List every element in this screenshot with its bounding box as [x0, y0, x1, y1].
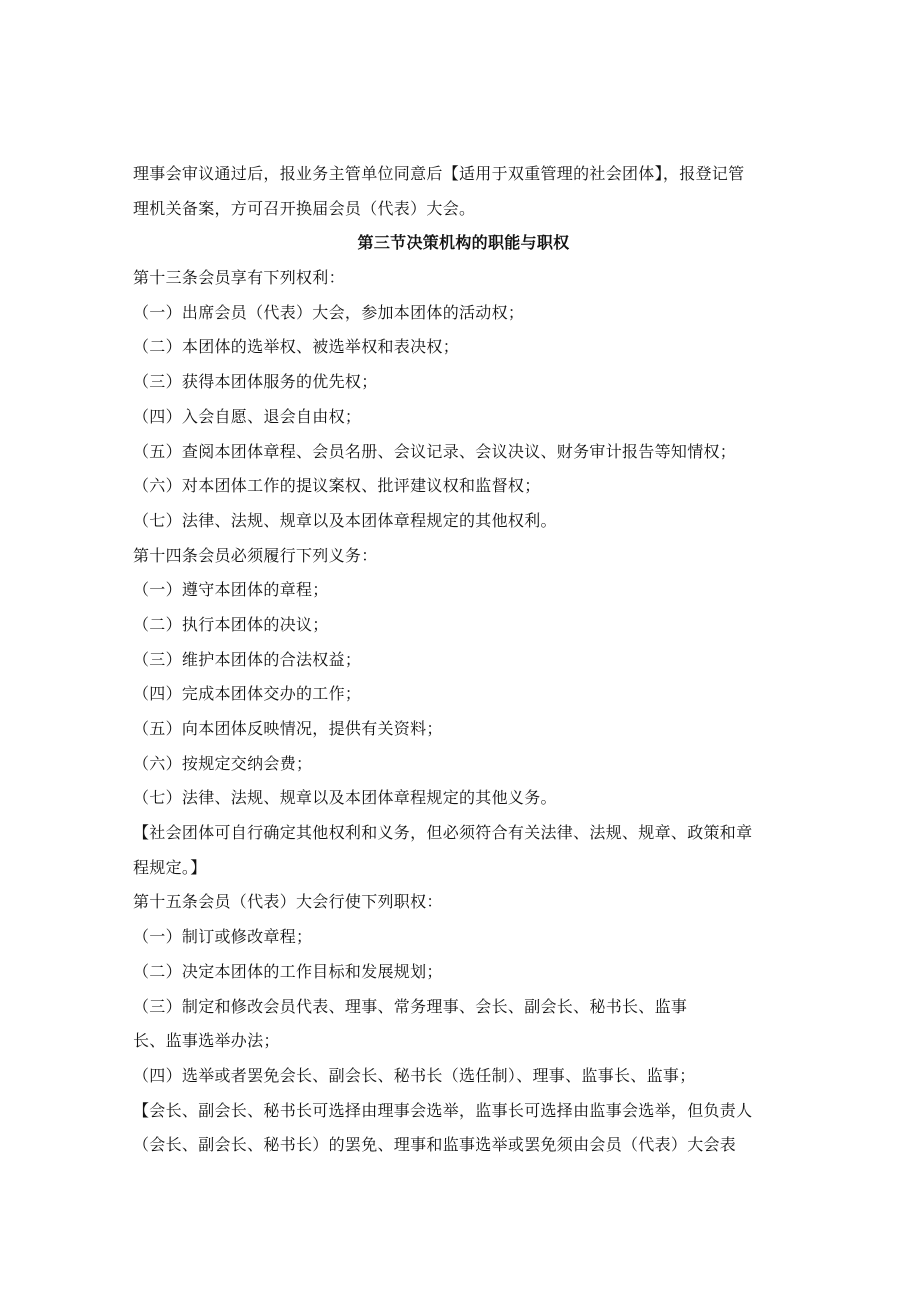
text-line: （二）决定本团体的工作目标和发展规划； — [133, 961, 443, 981]
text-line: （二）执行本团体的决议； — [133, 614, 329, 634]
text-line: （二）本团体的选举权、被选举权和表决权； — [133, 337, 460, 357]
text-line: （六）按规定交纳会费； — [133, 753, 313, 773]
text-line: （七）法律、法规、规章以及本团体章程规定的其他义务。 — [133, 788, 557, 808]
document-body — [133, 157, 788, 1163]
text-line: 【会长、副会长、秘书长可选择由理事会选举，监事长可选择由监事会选举，但负责人 — [133, 1100, 753, 1120]
text-line: 【社会团体可自行确定其他权利和义务，但必须符合有关法律、法规、规章、政策和章 — [133, 823, 753, 843]
text-line: 第十四条会员必须履行下列义务： — [133, 545, 378, 565]
text-line: （五）向本团体反映情况，提供有关资料； — [133, 719, 443, 738]
text-line: 第十三条会员享有下列权利： — [133, 268, 345, 288]
text-line: （四）入会自愿、退会自由权； — [133, 406, 362, 426]
text-line: 长、监事选举办法； — [133, 1031, 280, 1051]
text-line: （七）法律、法规、规章以及本团体章程规定的其他权利。 — [133, 510, 557, 530]
text-line: （三）获得本团体服务的优先权； — [133, 372, 378, 392]
text-line: 理机关备案，方可召开换届会员（代表）大会。 — [133, 198, 476, 218]
text-line: （一）制订或修改章程； — [133, 927, 313, 947]
text-line: （会长、副会长、秘书长）的罢免、理事和监事选举或罢免须由会员（代表）大会表 — [133, 1135, 737, 1155]
text-line: 程规定。】 — [133, 857, 207, 877]
text-line: （四）选举或者罢免会长、副会长、秘书长（选任制）、理事、监事长、监事； — [133, 1065, 696, 1085]
text-line: （四）完成本团体交办的工作； — [133, 684, 362, 704]
section-heading: 第三节决策机构的职能与职权 — [357, 233, 570, 253]
text-line: 理事会审议通过后，报业务主管单位同意后【适用于双重管理的社会团体】，报登记管 — [133, 164, 745, 183]
text-line: （六）对本团体工作的提议案权、批评建议权和监督权； — [133, 476, 541, 496]
text-line: （三）制定和修改会员代表、理事、常务理事、会长、副会长、秘书长、监事 — [133, 996, 688, 1016]
text-line: （三）维护本团体的合法权益； — [133, 649, 362, 669]
text-line: （一）遵守本团体的章程； — [133, 580, 329, 600]
text-line: 第十五条会员（代表）大会行使下列职权： — [133, 892, 443, 912]
text-line: （一）出席会员（代表）大会，参加本团体的活动权； — [133, 302, 525, 322]
text-line: （五）查阅本团体章程、会员名册、会议记录、会议决议、财务审计报告等知情权； — [133, 441, 737, 461]
